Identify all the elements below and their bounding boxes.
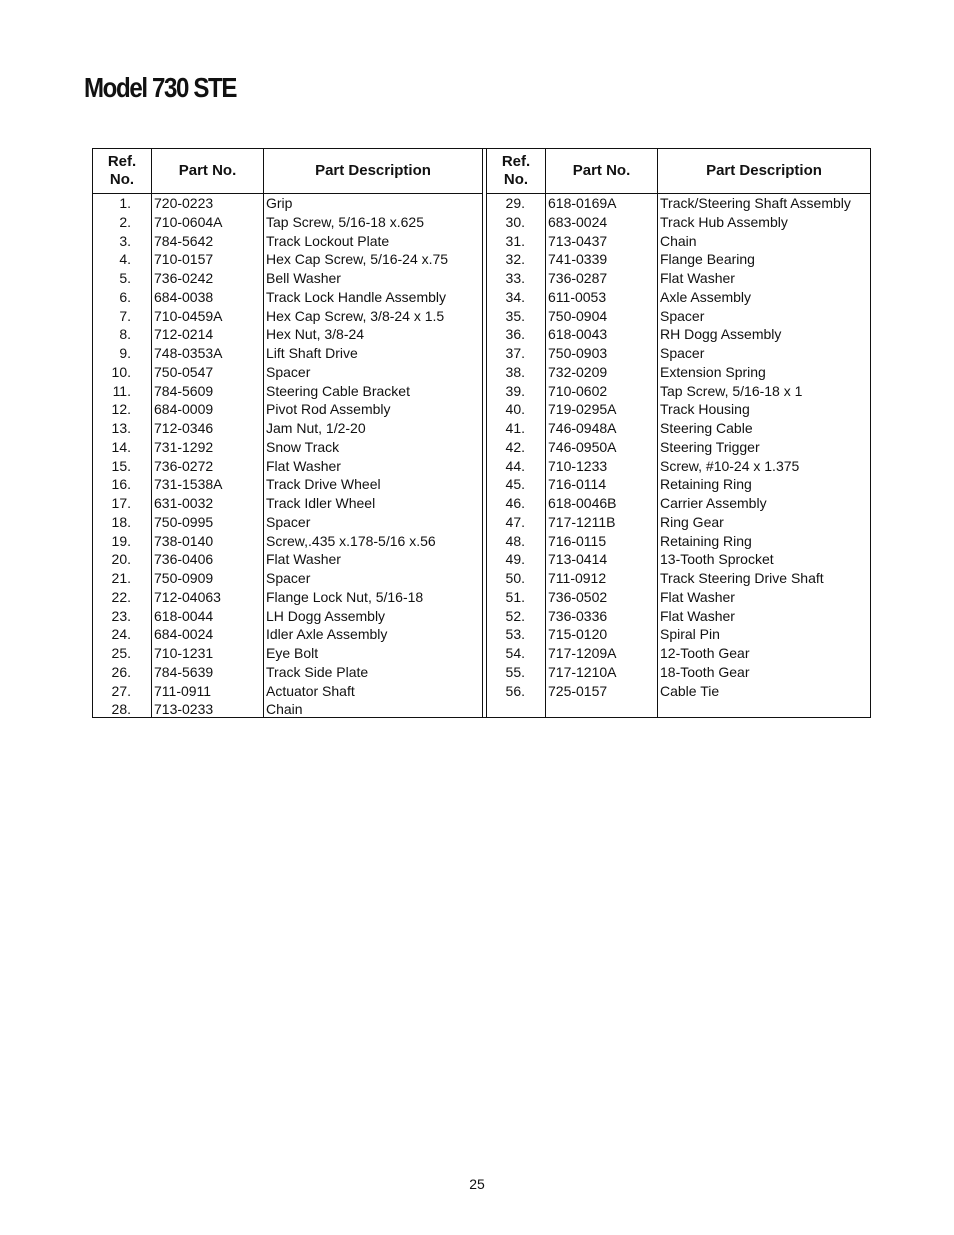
part-no-cell: 784-5609 bbox=[154, 382, 214, 399]
part-no-cell: 684-0024 bbox=[154, 626, 214, 643]
part-description-cell: Bell Washer bbox=[266, 270, 341, 286]
ref-no-cell: 47. bbox=[505, 513, 525, 530]
part-no-cell: 720-0223 bbox=[154, 195, 214, 211]
ref-no-cell: 42. bbox=[505, 438, 525, 455]
ref-no-header bbox=[487, 149, 546, 193]
part-no-column bbox=[546, 194, 658, 717]
part-description-cell: Spacer bbox=[660, 345, 705, 361]
ref-no-cell: 2. bbox=[119, 213, 131, 230]
part-description-cell: Steering Cable bbox=[660, 420, 753, 436]
ref-no-cell: 24. bbox=[111, 626, 131, 643]
part-description-cell: Track Drive Wheel bbox=[266, 476, 381, 493]
ref-no-cell: 29. bbox=[505, 195, 525, 211]
part-no-cell: 712-0346 bbox=[154, 420, 214, 436]
ref-no-cell: 35. bbox=[505, 307, 525, 324]
ref-no-cell: 20. bbox=[111, 551, 131, 568]
part-description-cell: Track Lockout Plate bbox=[266, 232, 390, 249]
part-description-cell: Actuator Shaft bbox=[266, 682, 355, 699]
ref-no-cell: 19. bbox=[111, 532, 131, 549]
ref-no-cell: 16. bbox=[111, 476, 131, 493]
part-no-cell: 618-0043 bbox=[548, 326, 608, 343]
ref-no-cell: 26. bbox=[111, 663, 131, 680]
part-no-cell: 710-0459A bbox=[154, 307, 223, 324]
ref-no-cell: 37. bbox=[505, 345, 525, 361]
part-description-cell: 18-Tooth Gear bbox=[660, 663, 750, 680]
ref-no-cell: 5. bbox=[119, 270, 131, 286]
part-description-cell: Track Steering Drive Shaft bbox=[660, 570, 824, 586]
part-no-cell: 746-0948A bbox=[548, 420, 617, 436]
ref-no-cell: 50. bbox=[505, 570, 525, 586]
part-no-cell: 710-1233 bbox=[548, 457, 608, 474]
ref-no-cell: 39. bbox=[505, 382, 525, 399]
page-title: Model 730 STE bbox=[84, 72, 237, 103]
ref-no-cell: 33. bbox=[505, 270, 525, 286]
ref-no-cell: 3. bbox=[119, 232, 131, 249]
part-description-cell: Track Housing bbox=[660, 401, 750, 418]
part-description-cell: Ring Gear bbox=[660, 513, 724, 530]
part-no-cell: 725-0157 bbox=[548, 682, 608, 699]
ref-no-cell: 30. bbox=[505, 213, 525, 230]
ref-no-cell: 1. bbox=[119, 195, 131, 211]
part-no-cell: 741-0339 bbox=[548, 251, 608, 268]
part-no-cell: 683-0024 bbox=[548, 213, 608, 230]
part-description-cell: 13-Tooth Sprocket bbox=[660, 551, 774, 568]
ref-no-cell: 13. bbox=[111, 420, 131, 436]
part-no-cell: 717-1209A bbox=[548, 645, 617, 661]
part-no-cell: 717-1211B bbox=[548, 513, 616, 530]
ref-no-cell: 18. bbox=[111, 513, 131, 530]
part-description-cell: Hex Nut, 3/8-24 bbox=[266, 326, 365, 343]
part-description-cell: Extension Spring bbox=[660, 363, 766, 380]
ref-no-cell: 28. bbox=[111, 701, 131, 718]
part-description-cell: Grip bbox=[266, 195, 293, 211]
parts-table-right bbox=[487, 149, 870, 717]
part-description-cell: Spacer bbox=[266, 513, 311, 530]
table-body bbox=[93, 194, 482, 717]
part-no-cell: 618-0044 bbox=[154, 607, 214, 624]
ref-no-cell: 46. bbox=[505, 495, 525, 511]
part-description-cell: Spiral Pin bbox=[660, 626, 720, 643]
part-no-cell: 736-0287 bbox=[548, 270, 608, 286]
ref-no-cell: 7. bbox=[119, 307, 131, 324]
table-header bbox=[93, 149, 482, 194]
ref-no-cell: 4. bbox=[119, 251, 131, 268]
part-no-cell: 618-0169A bbox=[548, 195, 617, 211]
part-no-cell: 736-0406 bbox=[154, 551, 214, 568]
part-description-cell: 12-Tooth Gear bbox=[660, 645, 750, 661]
part-no-cell: 750-0904 bbox=[548, 307, 608, 324]
part-no-cell: 710-1231 bbox=[154, 645, 214, 661]
part-no-cell: 611-0053 bbox=[548, 288, 607, 305]
part-no-cell: 684-0038 bbox=[154, 288, 214, 305]
part-description-header bbox=[264, 149, 482, 193]
part-description-cell: Spacer bbox=[660, 307, 705, 324]
part-description-header-label: Part Description bbox=[315, 162, 431, 179]
part-description-cell: Steering Trigger bbox=[660, 438, 760, 455]
part-description-cell: RH Dogg Assembly bbox=[660, 326, 782, 343]
part-no-cell: 736-0272 bbox=[154, 457, 214, 474]
part-no-cell: 748-0353A bbox=[154, 345, 223, 361]
part-no-cell: 750-0995 bbox=[154, 513, 214, 530]
ref-no-header-label: Ref. No. bbox=[107, 153, 137, 188]
part-description-header bbox=[658, 149, 870, 193]
ref-no-cell: 55. bbox=[505, 663, 525, 680]
part-no-cell: 732-0209 bbox=[548, 363, 608, 380]
part-description-cell: Flat Washer bbox=[266, 551, 341, 568]
part-no-cell: 710-0602 bbox=[548, 382, 608, 399]
part-no-header bbox=[152, 149, 264, 193]
part-no-cell: 716-0115 bbox=[548, 532, 607, 549]
part-no-cell: 731-1292 bbox=[154, 438, 214, 455]
part-description-cell: Steering Cable Bracket bbox=[266, 382, 410, 399]
part-no-cell: 784-5642 bbox=[154, 232, 214, 249]
part-description-cell: Retaining Ring bbox=[660, 532, 752, 549]
part-no-cell: 712-0214 bbox=[154, 326, 214, 343]
part-no-cell: 750-0909 bbox=[154, 570, 214, 586]
part-description-cell: LH Dogg Assembly bbox=[266, 607, 386, 624]
ref-no-cell: 54. bbox=[505, 645, 525, 661]
part-no-header-label: Part No. bbox=[572, 162, 631, 179]
part-description-cell: Track Lock Handle Assembly bbox=[266, 288, 446, 305]
part-description-cell: Track Idler Wheel bbox=[266, 495, 376, 511]
part-description-cell: Flat Washer bbox=[266, 457, 341, 474]
part-no-cell: 750-0547 bbox=[154, 363, 214, 380]
part-description-cell: Track Hub Assembly bbox=[660, 213, 788, 230]
ref-no-cell: 34. bbox=[505, 288, 525, 305]
ref-no-cell: 48. bbox=[505, 532, 525, 549]
page-number: 25 bbox=[469, 1176, 485, 1192]
ref-no-cell: 21. bbox=[111, 570, 131, 586]
part-description-cell: Pivot Rod Assembly bbox=[266, 401, 391, 418]
part-no-cell: 736-0336 bbox=[548, 607, 608, 624]
ref-no-cell: 9. bbox=[119, 345, 131, 361]
part-no-cell: 731-1538A bbox=[154, 476, 223, 493]
part-no-header-label: Part No. bbox=[178, 162, 237, 179]
ref-no-column bbox=[487, 194, 546, 717]
ref-no-cell: 44. bbox=[505, 457, 525, 474]
part-no-cell: 713-0233 bbox=[154, 701, 214, 718]
part-description-cell: Retaining Ring bbox=[660, 476, 752, 493]
part-description-cell: Flange Lock Nut, 5/16-18 bbox=[266, 588, 424, 605]
part-description-cell: Snow Track bbox=[266, 438, 340, 455]
part-no-cell: 711-0911 bbox=[154, 682, 212, 699]
part-description-cell: Hex Cap Screw, 3/8-24 x 1.5 bbox=[266, 307, 445, 324]
part-description-cell: Tap Screw, 5/16-18 x 1 bbox=[660, 382, 803, 399]
ref-no-cell: 31. bbox=[505, 232, 525, 249]
part-description-cell: Axle Assembly bbox=[660, 288, 752, 305]
ref-no-cell: 10. bbox=[111, 363, 131, 380]
part-no-cell: 746-0950A bbox=[548, 438, 617, 455]
part-description-cell: Hex Cap Screw, 5/16-24 x.75 bbox=[266, 251, 449, 268]
table-header bbox=[487, 149, 870, 194]
part-no-column bbox=[152, 194, 264, 717]
part-no-header bbox=[546, 149, 658, 193]
ref-no-cell: 12. bbox=[111, 401, 131, 418]
part-description-cell: Track Side Plate bbox=[266, 663, 369, 680]
part-description-cell: Flat Washer bbox=[660, 607, 735, 624]
ref-no-cell: 52. bbox=[505, 607, 525, 624]
ref-no-cell: 56. bbox=[505, 682, 525, 699]
part-no-cell: 716-0114 bbox=[548, 476, 607, 493]
ref-no-cell: 51. bbox=[505, 588, 525, 605]
ref-no-cell: 40. bbox=[505, 401, 525, 418]
ref-no-header-label: Ref. No. bbox=[501, 153, 531, 188]
part-description-cell: Flat Washer bbox=[660, 270, 735, 286]
part-description-cell: Flat Washer bbox=[660, 588, 735, 605]
ref-no-cell: 27. bbox=[111, 682, 131, 699]
part-description-cell: Chain bbox=[266, 701, 303, 718]
part-no-cell: 736-0242 bbox=[154, 270, 214, 286]
ref-no-cell: 6. bbox=[119, 288, 131, 305]
part-description-cell: Screw, #10-24 x 1.375 bbox=[660, 457, 800, 474]
part-no-cell: 710-0604A bbox=[154, 213, 223, 230]
part-description-column bbox=[264, 194, 482, 717]
part-description-cell: Idler Axle Assembly bbox=[266, 626, 388, 643]
ref-no-cell: 23. bbox=[111, 607, 131, 624]
part-no-cell: 736-0502 bbox=[548, 588, 608, 605]
table-body bbox=[487, 194, 870, 717]
ref-no-cell: 38. bbox=[505, 363, 525, 380]
part-no-cell: 719-0295A bbox=[548, 401, 617, 418]
part-no-cell: 715-0120 bbox=[548, 626, 608, 643]
parts-table bbox=[92, 148, 871, 718]
ref-no-cell: 45. bbox=[505, 476, 525, 493]
part-no-cell: 712-04063 bbox=[154, 588, 221, 605]
part-description-cell: Flange Bearing bbox=[660, 251, 755, 268]
ref-no-cell: 17. bbox=[111, 495, 131, 511]
part-description-column bbox=[658, 194, 870, 717]
ref-no-cell: 15. bbox=[111, 457, 131, 474]
part-no-cell: 784-5639 bbox=[154, 663, 214, 680]
part-no-cell: 684-0009 bbox=[154, 401, 214, 418]
part-no-cell: 710-0157 bbox=[154, 251, 214, 268]
ref-no-cell: 49. bbox=[505, 551, 525, 568]
ref-no-cell: 53. bbox=[505, 626, 525, 643]
part-description-cell: Track/Steering Shaft Assembly bbox=[660, 195, 851, 211]
ref-no-cell: 11. bbox=[112, 382, 131, 399]
ref-no-cell: 41. bbox=[505, 420, 525, 436]
part-no-cell: 713-0437 bbox=[548, 232, 608, 249]
ref-no-cell: 36. bbox=[505, 326, 525, 343]
part-no-cell: 711-0912 bbox=[548, 570, 607, 586]
ref-no-header bbox=[93, 149, 152, 193]
part-description-cell: Jam Nut, 1/2-20 bbox=[266, 420, 366, 436]
part-description-cell: Tap Screw, 5/16-18 x.625 bbox=[266, 213, 424, 230]
part-no-cell: 750-0903 bbox=[548, 345, 608, 361]
ref-no-cell: 25. bbox=[111, 645, 131, 661]
ref-no-cell: 14. bbox=[111, 438, 131, 455]
part-description-cell: Cable Tie bbox=[660, 682, 720, 699]
ref-no-column bbox=[93, 194, 152, 717]
part-description-cell: Screw,.435 x.178-5/16 x.56 bbox=[266, 532, 436, 549]
part-description-cell: Eye Bolt bbox=[266, 645, 319, 661]
part-no-cell: 631-0032 bbox=[154, 495, 214, 511]
part-no-cell: 717-1210A bbox=[548, 663, 617, 680]
parts-table-left bbox=[93, 149, 483, 717]
part-description-cell: Carrier Assembly bbox=[660, 495, 767, 511]
ref-no-cell: 32. bbox=[505, 251, 525, 268]
part-description-header-label: Part Description bbox=[706, 162, 822, 179]
part-no-cell: 618-0046B bbox=[548, 495, 617, 511]
part-description-cell: Lift Shaft Drive bbox=[266, 345, 358, 361]
ref-no-cell: 8. bbox=[119, 326, 131, 343]
part-description-cell: Spacer bbox=[266, 363, 311, 380]
part-description-cell: Spacer bbox=[266, 570, 311, 586]
ref-no-cell: 22. bbox=[111, 588, 131, 605]
part-no-cell: 738-0140 bbox=[154, 532, 214, 549]
part-no-cell: 713-0414 bbox=[548, 551, 608, 568]
part-description-cell: Chain bbox=[660, 232, 697, 249]
